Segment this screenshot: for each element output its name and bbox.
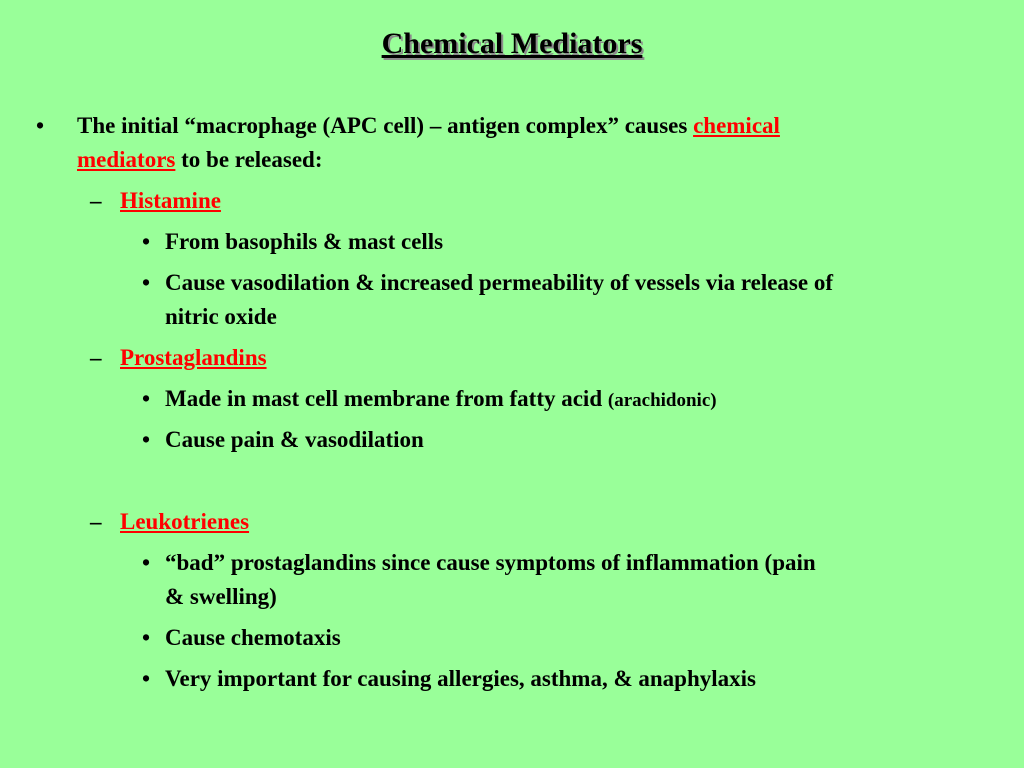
histamine-dash: – [90,188,102,213]
intro-highlight-chemical: chemical [693,113,780,138]
intro-text-after: to be released: [175,147,323,172]
histamine-item-1-bullet: • [142,229,151,254]
prostaglandins-dash: – [90,345,102,370]
slide-title: Chemical Mediators [381,27,643,60]
intro-bullet: • [36,113,45,138]
leukotrienes-item-3-bullet: • [142,666,151,691]
histamine-item-2-bullet: • [142,270,151,295]
intro-line-2 [77,143,323,177]
leukotrienes-dash: – [90,509,102,534]
histamine-item-2-line-1: Cause vasodilation & increased permeability of vessels via release of [165,270,833,295]
intro-highlight-mediators: mediators [77,147,176,172]
leukotrienes-item-2-bullet: • [142,625,151,650]
leukotrienes-item-3: Very important for causing allergies, asthma, & anaphylaxis [165,666,756,691]
leukotrienes-item-1-line-1: “bad” prostaglandins since cause symptoms of inflammation (pain [165,550,816,575]
prostaglandins-item-2: Cause pain & vasodilation [165,427,424,452]
leukotrienes-heading: Leukotrienes [120,509,250,534]
leukotrienes-item-1-line-2: & swelling) [165,584,277,609]
histamine-heading: Histamine [120,188,221,213]
leukotrienes-item-2: Cause chemotaxis [165,625,341,650]
prostaglandins-heading: Prostaglandins [120,345,267,370]
prostaglandins-item-1 [165,382,717,418]
histamine-item-2-line-2: nitric oxide [165,304,277,329]
prostaglandins-item-2-bullet: • [142,427,151,452]
histamine-item-1: From basophils & mast cells [165,229,444,254]
prostaglandins-item-1-small: (arachidonic) [607,390,717,411]
intro-text-before: The initial “macrophage (APC cell) – antigen complex” causes [77,113,694,138]
leukotrienes-item-1-bullet: • [142,550,151,575]
prostaglandins-item-1-text: Made in mast cell membrane from fatty acid [165,386,608,411]
prostaglandins-item-1-bullet: • [142,386,151,411]
intro-line-1 [77,109,780,143]
